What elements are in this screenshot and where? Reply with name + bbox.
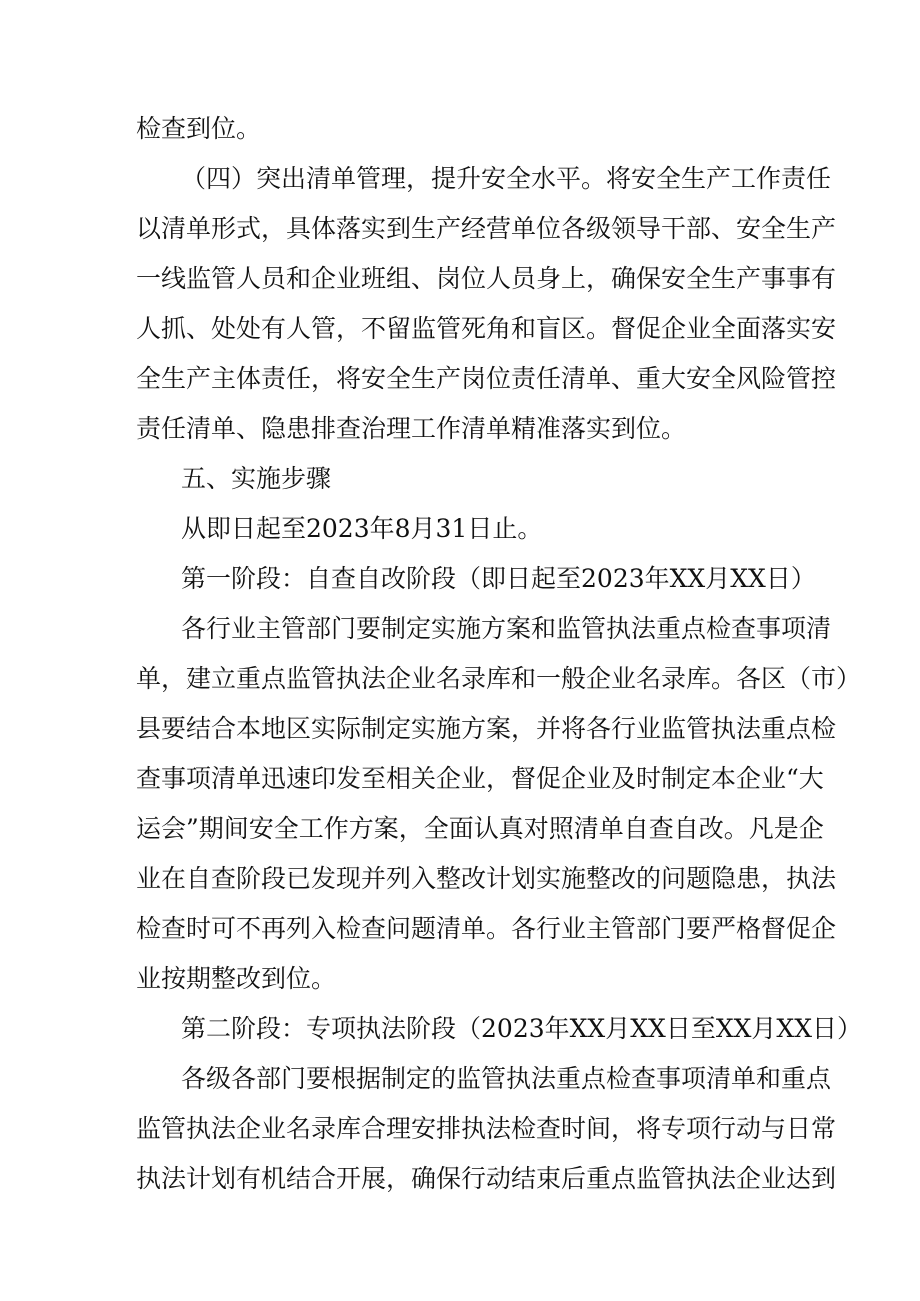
section-heading-four: （四）突出清单管理，提升安全水平。将安全生产工作责任 (181, 164, 832, 193)
phase-two-heading: 第二阶段：专项执法阶段（2023年XX月XX日至XX月XX日） (181, 1014, 863, 1043)
text-line: 监管执法企业名录库合理安排执法检查时间，将专项行动与日常 (136, 1114, 837, 1143)
phase-one-heading: 第一阶段：自查自改阶段（即日起至2023年XX月XX日） (181, 564, 816, 593)
section-heading-five: 五、实施步骤 (181, 464, 332, 493)
text-line: 各行业主管部门要制定实施方案和监管执法重点检查事项清 (181, 614, 832, 643)
text-line: 以清单形式，具体落实到生产经营单位各级领导干部、安全生产 (136, 214, 837, 243)
text-line: 查事项清单迅速印发至相关企业，督促企业及时制定本企业“大 (136, 764, 824, 793)
text-line: 检查到位。 (136, 114, 262, 143)
text-line: 各级各部门要根据制定的监管执法重点检查事项清单和重点 (181, 1064, 832, 1093)
text-line: 业按期整改到位。 (136, 964, 337, 993)
text-line: 执法计划有机结合开展，确保行动结束后重点监管执法企业达到 (136, 1164, 837, 1193)
text-line: 业在自查阶段已发现并列入整改计划实施整改的问题隐患，执法 (136, 864, 837, 893)
text-line: 从即日起至2023年8月31日止。 (181, 514, 543, 543)
text-line: 人抓、处处有人管，不留监管死角和盲区。督促企业全面落实安 (136, 314, 837, 343)
text-line: 运会”期间安全工作方案，全面认真对照清单自查自改。凡是企 (136, 814, 824, 843)
text-line: 检查时可不再列入检查问题清单。各行业主管部门要严格督促企 (136, 914, 837, 943)
text-line: 全生产主体责任，将安全生产岗位责任清单、重大安全风险管控 (136, 364, 837, 393)
text-line: 一线监管人员和企业班组、岗位人员身上，确保安全生产事事有 (136, 264, 837, 293)
text-line: 县要结合本地区实际制定实施方案，并将各行业监管执法重点检 (136, 714, 837, 743)
text-line: 单，建立重点监管执法企业名录库和一般企业名录库。各区（市） (136, 664, 862, 693)
text-line: 责任清单、隐患排查治理工作清单精准落实到位。 (136, 414, 687, 443)
